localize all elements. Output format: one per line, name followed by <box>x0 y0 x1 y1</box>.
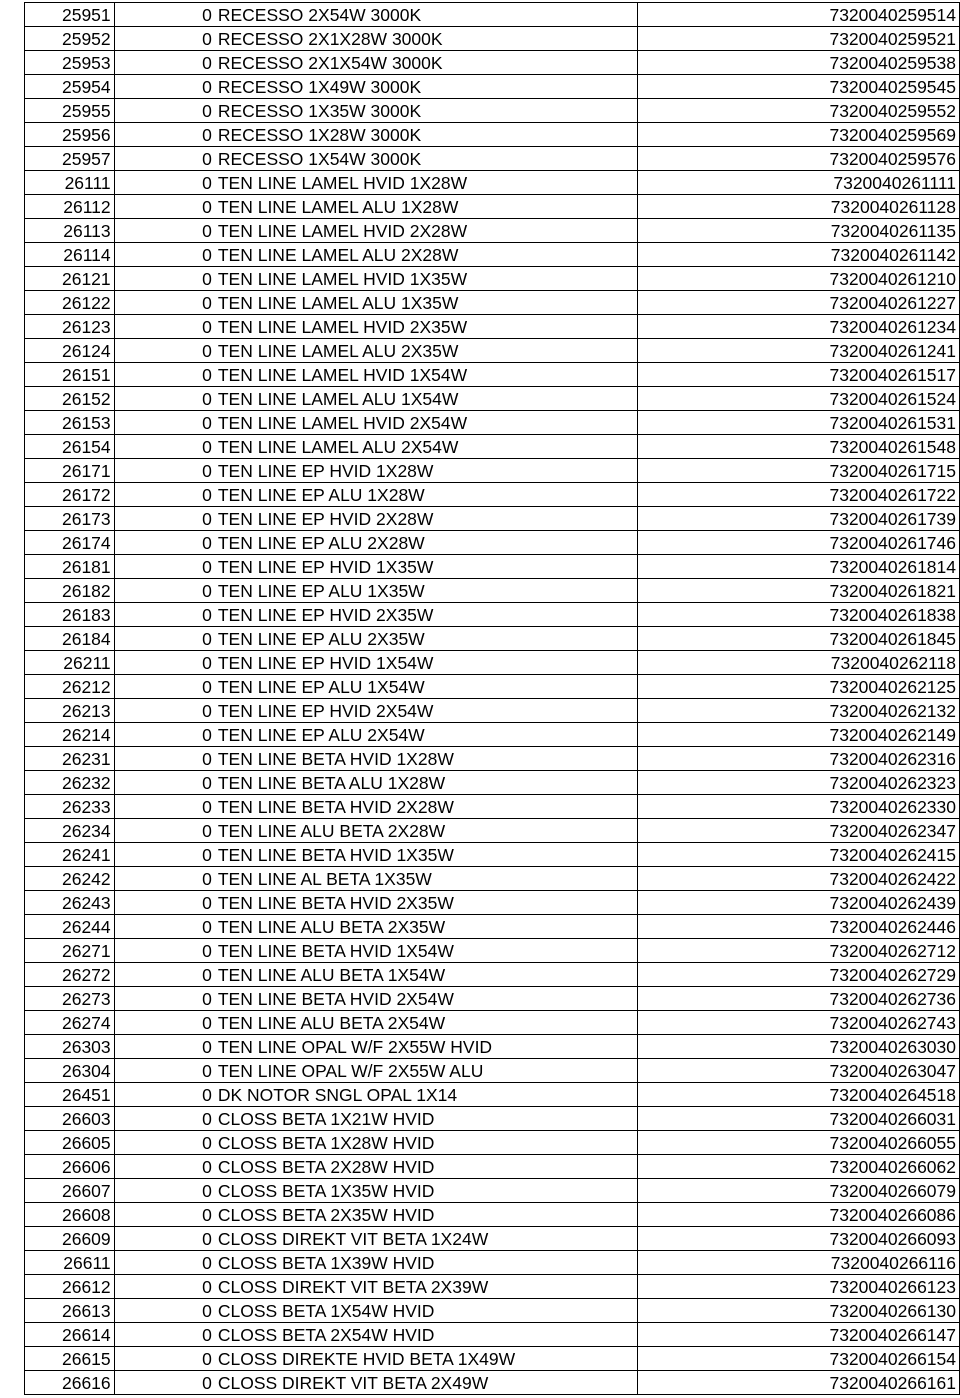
quantity-cell: 0 <box>114 963 215 987</box>
table-row <box>25 1347 960 1371</box>
item-number-cell: 26615 <box>25 1347 115 1371</box>
description-cell: TEN LINE OPAL W/F 2X55W HVID <box>215 1035 637 1059</box>
item-number-cell: 25957 <box>25 147 115 171</box>
description-cell: TEN LINE LAMEL ALU 2X35W <box>215 339 637 363</box>
quantity-cell: 0 <box>114 27 215 51</box>
ean-code-cell: 7320040266161 <box>637 1371 959 1395</box>
description-cell: TEN LINE ALU BETA 2X54W <box>215 1011 637 1035</box>
table-row <box>25 411 960 435</box>
quantity-cell: 0 <box>114 1275 215 1299</box>
quantity-cell: 0 <box>114 1131 215 1155</box>
table-row <box>25 507 960 531</box>
description-cell: DK NOTOR SNGL OPAL 1X14 <box>215 1083 637 1107</box>
quantity-cell: 0 <box>114 1155 215 1179</box>
item-number-cell: 26183 <box>25 603 115 627</box>
item-number-cell: 26271 <box>25 939 115 963</box>
ean-code-cell: 7320040262149 <box>637 723 959 747</box>
item-number-cell: 26114 <box>25 243 115 267</box>
item-number-cell: 26614 <box>25 1323 115 1347</box>
item-number-cell: 26182 <box>25 579 115 603</box>
description-cell: TEN LINE ALU BETA 2X28W <box>215 819 637 843</box>
ean-code-cell: 7320040261722 <box>637 483 959 507</box>
description-cell: TEN LINE LAMEL ALU 1X54W <box>215 387 637 411</box>
ean-code-cell: 7320040263047 <box>637 1059 959 1083</box>
table-row <box>25 531 960 555</box>
description-cell: TEN LINE LAMEL HVID 1X54W <box>215 363 637 387</box>
item-number-cell: 26152 <box>25 387 115 411</box>
item-number-cell: 26171 <box>25 459 115 483</box>
description-cell: TEN LINE EP ALU 2X28W <box>215 531 637 555</box>
ean-code-cell: 7320040259538 <box>637 51 959 75</box>
table-row <box>25 1035 960 1059</box>
description-cell: RECESSO 1X28W 3000K <box>215 123 637 147</box>
ean-code-cell: 7320040262118 <box>637 651 959 675</box>
quantity-cell: 0 <box>114 843 215 867</box>
table-row <box>25 435 960 459</box>
item-number-cell: 26273 <box>25 987 115 1011</box>
description-cell: TEN LINE EP HVID 2X54W <box>215 699 637 723</box>
ean-code-cell: 7320040262125 <box>637 675 959 699</box>
item-number-cell: 26121 <box>25 267 115 291</box>
quantity-cell: 0 <box>114 219 215 243</box>
description-cell: RECESSO 2X1X28W 3000K <box>215 27 637 51</box>
ean-code-cell: 7320040261838 <box>637 603 959 627</box>
ean-code-cell: 7320040259545 <box>637 75 959 99</box>
quantity-cell: 0 <box>114 531 215 555</box>
quantity-cell: 0 <box>114 123 215 147</box>
ean-code-cell: 7320040266062 <box>637 1155 959 1179</box>
ean-code-cell: 7320040262439 <box>637 891 959 915</box>
item-number-cell: 26124 <box>25 339 115 363</box>
quantity-cell: 0 <box>114 819 215 843</box>
description-cell: TEN LINE EP ALU 2X54W <box>215 723 637 747</box>
ean-code-cell: 7320040264518 <box>637 1083 959 1107</box>
item-number-cell: 26154 <box>25 435 115 459</box>
table-row <box>25 651 960 675</box>
table-row <box>25 459 960 483</box>
description-cell: TEN LINE LAMEL ALU 1X28W <box>215 195 637 219</box>
quantity-cell: 0 <box>114 411 215 435</box>
quantity-cell: 0 <box>114 1059 215 1083</box>
description-cell: TEN LINE EP HVID 1X54W <box>215 651 637 675</box>
table-row <box>25 363 960 387</box>
description-cell: CLOSS DIREKTE HVID BETA 1X49W <box>215 1347 637 1371</box>
ean-code-cell: 7320040266147 <box>637 1323 959 1347</box>
description-cell: TEN LINE BETA HVID 1X35W <box>215 843 637 867</box>
quantity-cell: 0 <box>114 147 215 171</box>
ean-code-cell: 7320040262415 <box>637 843 959 867</box>
description-cell: TEN LINE BETA HVID 1X28W <box>215 747 637 771</box>
description-cell: TEN LINE EP HVID 2X35W <box>215 603 637 627</box>
item-number-cell: 26123 <box>25 315 115 339</box>
quantity-cell: 0 <box>114 1083 215 1107</box>
description-cell: CLOSS BETA 1X39W HVID <box>215 1251 637 1275</box>
quantity-cell: 0 <box>114 1323 215 1347</box>
description-cell: TEN LINE LAMEL ALU 2X28W <box>215 243 637 267</box>
quantity-cell: 0 <box>114 891 215 915</box>
item-number-cell: 26244 <box>25 915 115 939</box>
item-number-cell: 26616 <box>25 1371 115 1395</box>
item-number-cell: 25952 <box>25 27 115 51</box>
quantity-cell: 0 <box>114 51 215 75</box>
item-number-cell: 25953 <box>25 51 115 75</box>
table-row <box>25 699 960 723</box>
table-row <box>25 291 960 315</box>
quantity-cell: 0 <box>114 435 215 459</box>
item-number-cell: 25955 <box>25 99 115 123</box>
quantity-cell: 0 <box>114 651 215 675</box>
table-row <box>25 315 960 339</box>
quantity-cell: 0 <box>114 675 215 699</box>
ean-code-cell: 7320040263030 <box>637 1035 959 1059</box>
ean-code-cell: 7320040261739 <box>637 507 959 531</box>
table-row <box>25 99 960 123</box>
description-cell: RECESSO 1X49W 3000K <box>215 75 637 99</box>
ean-code-cell: 7320040261821 <box>637 579 959 603</box>
item-number-cell: 26242 <box>25 867 115 891</box>
product-table-body <box>25 3 960 1395</box>
item-number-cell: 26232 <box>25 771 115 795</box>
table-row <box>25 747 960 771</box>
description-cell: TEN LINE LAMEL ALU 1X35W <box>215 291 637 315</box>
quantity-cell: 0 <box>114 867 215 891</box>
item-number-cell: 26122 <box>25 291 115 315</box>
item-number-cell: 26613 <box>25 1299 115 1323</box>
description-cell: CLOSS BETA 2X35W HVID <box>215 1203 637 1227</box>
item-number-cell: 25954 <box>25 75 115 99</box>
table-row <box>25 795 960 819</box>
item-number-cell: 26303 <box>25 1035 115 1059</box>
table-row <box>25 1275 960 1299</box>
item-number-cell: 26606 <box>25 1155 115 1179</box>
quantity-cell: 0 <box>114 483 215 507</box>
quantity-cell: 0 <box>114 1203 215 1227</box>
quantity-cell: 0 <box>114 1347 215 1371</box>
ean-code-cell: 7320040261746 <box>637 531 959 555</box>
description-cell: RECESSO 2X54W 3000K <box>215 3 637 27</box>
description-cell: CLOSS BETA 1X28W HVID <box>215 1131 637 1155</box>
ean-code-cell: 7320040262712 <box>637 939 959 963</box>
description-cell: TEN LINE BETA HVID 2X28W <box>215 795 637 819</box>
table-row <box>25 219 960 243</box>
table-row <box>25 627 960 651</box>
ean-code-cell: 7320040261845 <box>637 627 959 651</box>
table-row <box>25 723 960 747</box>
ean-code-cell: 7320040259576 <box>637 147 959 171</box>
ean-code-cell: 7320040261111 <box>637 171 959 195</box>
quantity-cell: 0 <box>114 339 215 363</box>
ean-code-cell: 7320040266154 <box>637 1347 959 1371</box>
quantity-cell: 0 <box>114 459 215 483</box>
quantity-cell: 0 <box>114 1035 215 1059</box>
ean-code-cell: 7320040261531 <box>637 411 959 435</box>
quantity-cell: 0 <box>114 699 215 723</box>
item-number-cell: 26243 <box>25 891 115 915</box>
quantity-cell: 0 <box>114 603 215 627</box>
table-row <box>25 819 960 843</box>
ean-code-cell: 7320040262323 <box>637 771 959 795</box>
description-cell: TEN LINE EP ALU 1X54W <box>215 675 637 699</box>
description-cell: TEN LINE LAMEL HVID 2X54W <box>215 411 637 435</box>
quantity-cell: 0 <box>114 171 215 195</box>
ean-code-cell: 7320040259521 <box>637 27 959 51</box>
table-row <box>25 915 960 939</box>
item-number-cell: 26113 <box>25 219 115 243</box>
description-cell: TEN LINE LAMEL HVID 1X35W <box>215 267 637 291</box>
description-cell: TEN LINE BETA HVID 2X54W <box>215 987 637 1011</box>
table-row <box>25 891 960 915</box>
description-cell: CLOSS BETA 1X35W HVID <box>215 1179 637 1203</box>
ean-code-cell: 7320040266055 <box>637 1131 959 1155</box>
table-row <box>25 1371 960 1395</box>
item-number-cell: 26234 <box>25 819 115 843</box>
item-number-cell: 26611 <box>25 1251 115 1275</box>
description-cell: TEN LINE LAMEL HVID 2X35W <box>215 315 637 339</box>
table-row <box>25 1083 960 1107</box>
table-row <box>25 1203 960 1227</box>
quantity-cell: 0 <box>114 795 215 819</box>
ean-code-cell: 7320040262743 <box>637 1011 959 1035</box>
table-row <box>25 771 960 795</box>
ean-code-cell: 7320040261524 <box>637 387 959 411</box>
ean-code-cell: 7320040261715 <box>637 459 959 483</box>
description-cell: TEN LINE BETA HVID 1X54W <box>215 939 637 963</box>
item-number-cell: 26213 <box>25 699 115 723</box>
description-cell: TEN LINE AL BETA 1X35W <box>215 867 637 891</box>
ean-code-cell: 7320040261814 <box>637 555 959 579</box>
item-number-cell: 25956 <box>25 123 115 147</box>
table-row <box>25 1059 960 1083</box>
quantity-cell: 0 <box>114 915 215 939</box>
description-cell: CLOSS DIREKT VIT BETA 2X49W <box>215 1371 637 1395</box>
table-row <box>25 1227 960 1251</box>
item-number-cell: 26153 <box>25 411 115 435</box>
item-number-cell: 26181 <box>25 555 115 579</box>
table-row <box>25 1155 960 1179</box>
quantity-cell: 0 <box>114 771 215 795</box>
quantity-cell: 0 <box>114 747 215 771</box>
description-cell: TEN LINE LAMEL ALU 2X54W <box>215 435 637 459</box>
table-row <box>25 1107 960 1131</box>
table-row <box>25 1179 960 1203</box>
ean-code-cell: 7320040266093 <box>637 1227 959 1251</box>
description-cell: TEN LINE EP ALU 1X35W <box>215 579 637 603</box>
ean-code-cell: 7320040262729 <box>637 963 959 987</box>
item-number-cell: 26607 <box>25 1179 115 1203</box>
quantity-cell: 0 <box>114 579 215 603</box>
description-cell: TEN LINE BETA ALU 1X28W <box>215 771 637 795</box>
ean-code-cell: 7320040266123 <box>637 1275 959 1299</box>
description-cell: TEN LINE EP HVID 2X28W <box>215 507 637 531</box>
table-row <box>25 147 960 171</box>
ean-code-cell: 7320040261128 <box>637 195 959 219</box>
description-cell: TEN LINE EP ALU 1X28W <box>215 483 637 507</box>
description-cell: RECESSO 1X35W 3000K <box>215 99 637 123</box>
table-row <box>25 171 960 195</box>
ean-code-cell: 7320040262330 <box>637 795 959 819</box>
description-cell: CLOSS BETA 2X54W HVID <box>215 1323 637 1347</box>
quantity-cell: 0 <box>114 1179 215 1203</box>
quantity-cell: 0 <box>114 1371 215 1395</box>
quantity-cell: 0 <box>114 1107 215 1131</box>
item-number-cell: 26173 <box>25 507 115 531</box>
description-cell: CLOSS BETA 1X21W HVID <box>215 1107 637 1131</box>
description-cell: RECESSO 1X54W 3000K <box>215 147 637 171</box>
quantity-cell: 0 <box>114 195 215 219</box>
table-row <box>25 387 960 411</box>
item-number-cell: 26151 <box>25 363 115 387</box>
quantity-cell: 0 <box>114 1227 215 1251</box>
item-number-cell: 26212 <box>25 675 115 699</box>
ean-code-cell: 7320040262422 <box>637 867 959 891</box>
description-cell: CLOSS DIREKT VIT BETA 2X39W <box>215 1275 637 1299</box>
item-number-cell: 26304 <box>25 1059 115 1083</box>
quantity-cell: 0 <box>114 1251 215 1275</box>
quantity-cell: 0 <box>114 363 215 387</box>
ean-code-cell: 7320040261142 <box>637 243 959 267</box>
ean-code-cell: 7320040262446 <box>637 915 959 939</box>
ean-code-cell: 7320040266031 <box>637 1107 959 1131</box>
quantity-cell: 0 <box>114 987 215 1011</box>
ean-code-cell: 7320040259552 <box>637 99 959 123</box>
ean-code-cell: 7320040262736 <box>637 987 959 1011</box>
table-row <box>25 675 960 699</box>
table-row <box>25 555 960 579</box>
item-number-cell: 26172 <box>25 483 115 507</box>
table-row <box>25 267 960 291</box>
table-row <box>25 483 960 507</box>
table-row <box>25 843 960 867</box>
quantity-cell: 0 <box>114 243 215 267</box>
ean-code-cell: 7320040261210 <box>637 267 959 291</box>
quantity-cell: 0 <box>114 315 215 339</box>
ean-code-cell: 7320040261517 <box>637 363 959 387</box>
item-number-cell: 26111 <box>25 171 115 195</box>
table-row <box>25 1131 960 1155</box>
item-number-cell: 26605 <box>25 1131 115 1155</box>
table-row <box>25 603 960 627</box>
table-row <box>25 579 960 603</box>
quantity-cell: 0 <box>114 3 215 27</box>
description-cell: TEN LINE EP HVID 1X35W <box>215 555 637 579</box>
item-number-cell: 26211 <box>25 651 115 675</box>
quantity-cell: 0 <box>114 627 215 651</box>
ean-code-cell: 7320040261548 <box>637 435 959 459</box>
item-number-cell: 26184 <box>25 627 115 651</box>
ean-code-cell: 7320040259569 <box>637 123 959 147</box>
quantity-cell: 0 <box>114 723 215 747</box>
description-cell: CLOSS DIREKT VIT BETA 1X24W <box>215 1227 637 1251</box>
table-row <box>25 243 960 267</box>
ean-code-cell: 7320040266130 <box>637 1299 959 1323</box>
quantity-cell: 0 <box>114 267 215 291</box>
table-row <box>25 51 960 75</box>
description-cell: TEN LINE OPAL W/F 2X55W ALU <box>215 1059 637 1083</box>
table-row <box>25 963 960 987</box>
description-cell: TEN LINE ALU BETA 1X54W <box>215 963 637 987</box>
table-row <box>25 1323 960 1347</box>
product-table <box>24 2 960 1395</box>
table-row <box>25 123 960 147</box>
quantity-cell: 0 <box>114 1299 215 1323</box>
item-number-cell: 26274 <box>25 1011 115 1035</box>
table-row <box>25 195 960 219</box>
quantity-cell: 0 <box>114 75 215 99</box>
table-row <box>25 987 960 1011</box>
description-cell: TEN LINE LAMEL HVID 1X28W <box>215 171 637 195</box>
description-cell: RECESSO 2X1X54W 3000K <box>215 51 637 75</box>
item-number-cell: 26241 <box>25 843 115 867</box>
description-cell: TEN LINE EP ALU 2X35W <box>215 627 637 651</box>
ean-code-cell: 7320040259514 <box>637 3 959 27</box>
table-row <box>25 1251 960 1275</box>
item-number-cell: 26174 <box>25 531 115 555</box>
ean-code-cell: 7320040262347 <box>637 819 959 843</box>
quantity-cell: 0 <box>114 939 215 963</box>
item-number-cell: 26231 <box>25 747 115 771</box>
ean-code-cell: 7320040261234 <box>637 315 959 339</box>
table-row <box>25 27 960 51</box>
ean-code-cell: 7320040262132 <box>637 699 959 723</box>
item-number-cell: 26233 <box>25 795 115 819</box>
table-row <box>25 1299 960 1323</box>
ean-code-cell: 7320040262316 <box>637 747 959 771</box>
description-cell: TEN LINE BETA HVID 2X35W <box>215 891 637 915</box>
table-row <box>25 339 960 363</box>
ean-code-cell: 7320040266086 <box>637 1203 959 1227</box>
ean-code-cell: 7320040261227 <box>637 291 959 315</box>
item-number-cell: 26272 <box>25 963 115 987</box>
item-number-cell: 26603 <box>25 1107 115 1131</box>
description-cell: TEN LINE ALU BETA 2X35W <box>215 915 637 939</box>
ean-code-cell: 7320040261135 <box>637 219 959 243</box>
quantity-cell: 0 <box>114 387 215 411</box>
item-number-cell: 26608 <box>25 1203 115 1227</box>
description-cell: CLOSS BETA 2X28W HVID <box>215 1155 637 1179</box>
description-cell: CLOSS BETA 1X54W HVID <box>215 1299 637 1323</box>
description-cell: TEN LINE LAMEL HVID 2X28W <box>215 219 637 243</box>
ean-code-cell: 7320040266116 <box>637 1251 959 1275</box>
quantity-cell: 0 <box>114 507 215 531</box>
quantity-cell: 0 <box>114 99 215 123</box>
table-row <box>25 3 960 27</box>
item-number-cell: 25951 <box>25 3 115 27</box>
table-row <box>25 1011 960 1035</box>
table-row <box>25 939 960 963</box>
item-number-cell: 26214 <box>25 723 115 747</box>
item-number-cell: 26609 <box>25 1227 115 1251</box>
item-number-cell: 26612 <box>25 1275 115 1299</box>
item-number-cell: 26451 <box>25 1083 115 1107</box>
item-number-cell: 26112 <box>25 195 115 219</box>
table-row <box>25 75 960 99</box>
table-row <box>25 867 960 891</box>
ean-code-cell: 7320040261241 <box>637 339 959 363</box>
quantity-cell: 0 <box>114 555 215 579</box>
quantity-cell: 0 <box>114 291 215 315</box>
ean-code-cell: 7320040266079 <box>637 1179 959 1203</box>
quantity-cell: 0 <box>114 1011 215 1035</box>
description-cell: TEN LINE EP HVID 1X28W <box>215 459 637 483</box>
